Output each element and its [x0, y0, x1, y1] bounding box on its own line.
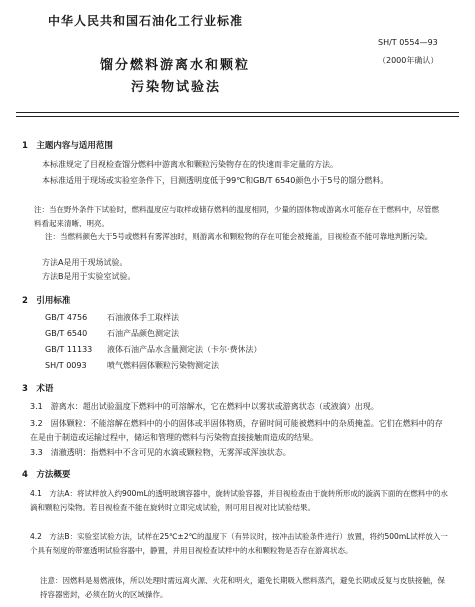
standard-code: SH/T 0554—93 — [378, 38, 438, 47]
confirmation-date: （2000年确认） — [378, 56, 439, 65]
section-4-heading: 4 方法概要 — [22, 470, 71, 480]
reference-code: GB/T 6540 — [45, 329, 88, 338]
reference-code: SH/T 0093 — [45, 361, 87, 370]
section-2-heading: 2 引用标准 — [22, 296, 71, 306]
reference-item — [45, 312, 179, 323]
standard-org-header: 中华人民共和国石油化工行业标准 — [48, 14, 244, 28]
reference-item — [45, 344, 262, 355]
document-title-line-1: 馏分燃料游离水和颗粒 — [100, 58, 251, 73]
method-a-scope: 方法A是用于现场试验。 — [42, 258, 128, 267]
reference-title: 喷气燃料固体颗粒污染物测定法 — [107, 361, 219, 370]
reference-title: 石油液体手工取样法 — [107, 313, 179, 322]
method-b-summary: 4.2 方法B：实验室试验方法，试样在25℃±2℃的温度下（有异议时，按冲击试验条件进行）放置，将约500mL试样放入一个具有刻度的带塞透明试验容器中，静置，并用目视检查试样中的水和颗粒物是否存在游离状态。 — [30, 532, 448, 555]
safety-caution: 注意：因燃料是易燃液体，所以处理时需远离火源、火花和明火，避免长期吸入燃料蒸汽，避免长期或反复与皮肤接触，保持容器密封，必须在防火的区域操作。 — [40, 576, 445, 599]
title-divider-bottom — [16, 116, 459, 117]
term-particulate: 3.2 固体颗粒：不能溶解在燃料中的小的固体或半固体物质，存留时间可能被燃料中的杂质掩盖。它们在燃料中的存在是由于制造或运输过程中，储运和管理的燃料与污染物直接接触而造成的结果。 — [30, 419, 443, 442]
reference-item — [45, 328, 179, 339]
reference-title: 液体石油产品水含量测定法（卡尔·费休法） — [107, 345, 262, 354]
section-1-paragraph-1: 本标准规定了目视检查馏分燃料中游离水和颗粒污染物存在的快速而非定量的方法。 — [42, 160, 338, 169]
section-1-note-2: 注：当燃料颜色大于5号或燃料有雾浑浊时，则游离水和颗粒物的存在可能会被掩盖，目视检查不能可靠地判断污染。 — [45, 232, 433, 241]
section-1-heading: 1 主题内容与适用范围 — [22, 141, 113, 151]
reference-item — [45, 360, 219, 371]
section-1-paragraph-2: 本标准适用于现场或实验室条件下，目测透明度低于99℃和GB/T 6540颜色小于5号的馏分燃料。 — [42, 176, 389, 185]
method-a-summary: 4.1 方法A：将试样放入约900mL的透明玻璃容器中，旋转试验容器，并目视检查由于旋转所形成的漩涡下面的在燃料中的水滴和颗粒污染物。若目视检查不能在旋转时立即完成试验，则可用目视对比试验结果。 — [30, 489, 448, 512]
document-title-line-2: 污染物试验法 — [131, 80, 222, 95]
reference-title: 石油产品颜色测定法 — [107, 329, 179, 338]
term-clear-and-bright: 3.3 清澈透明：指燃料中不含可见的水滴或颗粒物，无雾浑或浑浊状态。 — [30, 448, 291, 457]
section-3-heading: 3 术语 — [22, 384, 54, 394]
reference-code: GB/T 11133 — [45, 345, 93, 354]
title-divider-top — [16, 112, 459, 113]
method-b-scope: 方法B是用于实验室试验。 — [42, 272, 136, 281]
reference-code: GB/T 4756 — [45, 313, 88, 322]
term-free-water: 3.1 游离水：超出试验温度下燃料中的可溶解水，它在燃料中以雾状或游离状态（或液滴）出现。 — [30, 402, 379, 411]
section-1-note-1: 注：当在野外条件下试验时，燃料温度应与取样或储存燃料的温度相同，少量的固体物或游离水可能存在于燃料中，尽管燃料看起来清晰、明亮。 — [34, 205, 439, 228]
